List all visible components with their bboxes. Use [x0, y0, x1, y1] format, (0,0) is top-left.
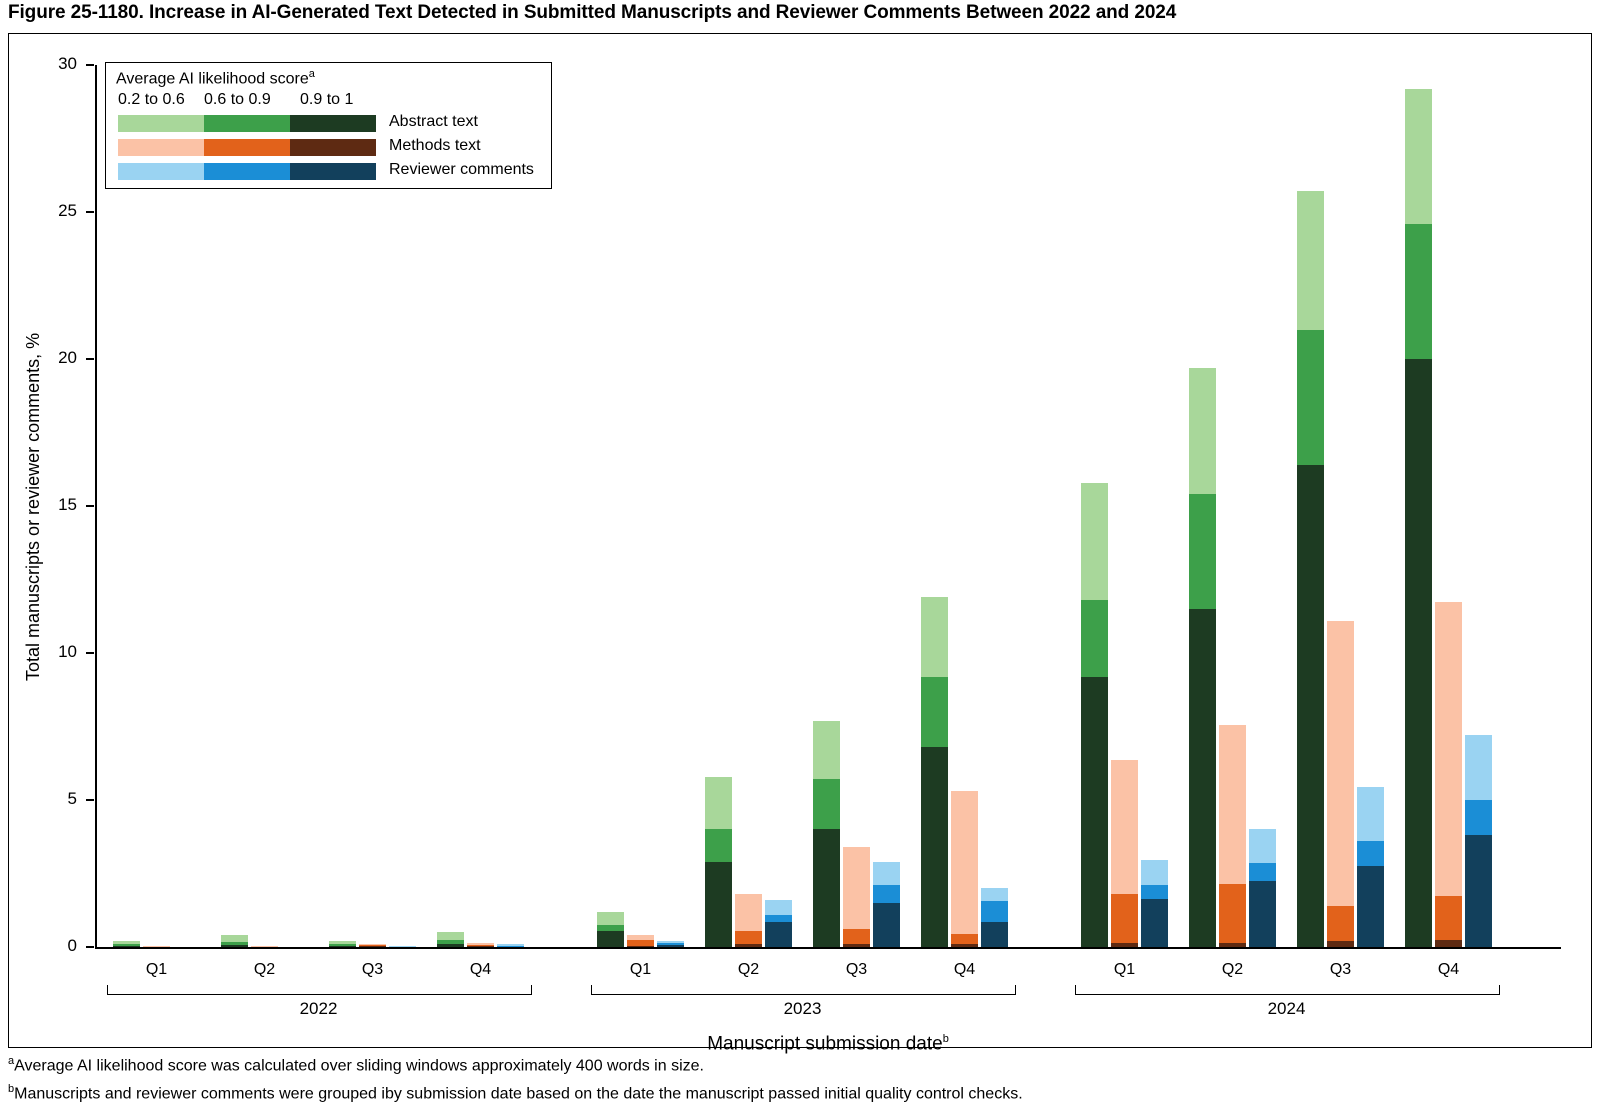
x-axis-label-wrap: Manuscript submission date$^b$ — [707, 1033, 949, 1055]
bar-abstract-text — [597, 912, 624, 947]
bar-methods-text — [467, 943, 494, 947]
bar-segment — [1465, 835, 1492, 947]
group-bracket — [1075, 985, 1500, 995]
legend-swatch — [290, 139, 376, 156]
bar-segment — [1141, 860, 1168, 885]
bar-segment — [467, 943, 494, 945]
bar-abstract-text — [329, 941, 356, 947]
bar-segment — [437, 932, 464, 939]
bar-abstract-text — [813, 721, 840, 947]
legend-title: Average AI likelihood score$^a$ — [116, 68, 315, 88]
bar-segment — [113, 946, 140, 947]
bar-segment — [657, 941, 684, 943]
bar-segment — [705, 829, 732, 861]
bar-segment — [1327, 941, 1354, 947]
y-tick-mark — [86, 64, 94, 66]
bar-segment — [1435, 602, 1462, 896]
bar-segment — [1357, 866, 1384, 947]
bar-segment — [359, 946, 386, 947]
y-tick-label: 0 — [67, 936, 77, 955]
bar-methods-text — [251, 946, 278, 947]
bar-segment — [1297, 191, 1324, 329]
group-label: 2022 — [299, 999, 338, 1018]
legend-scale-label: 0.6 to 0.9 — [204, 91, 271, 108]
bar-segment — [1081, 483, 1108, 601]
bar-segment — [1327, 621, 1354, 906]
bar-abstract-text — [437, 932, 464, 947]
bar-methods-text — [735, 894, 762, 947]
bar-methods-text — [143, 946, 170, 947]
x-tick-label: Q4 — [469, 961, 492, 978]
y-axis — [95, 65, 97, 947]
bar-segment — [1297, 330, 1324, 465]
bar-reviewer-comments — [1357, 787, 1384, 947]
bar-segment — [1249, 881, 1276, 947]
bar-segment — [1111, 894, 1138, 943]
legend-swatch — [204, 163, 290, 180]
bar-segment — [467, 946, 494, 947]
bar-segment — [221, 942, 248, 945]
bar-abstract-text — [921, 597, 948, 947]
y-tick-mark — [86, 505, 94, 507]
legend-row — [106, 163, 551, 180]
legend-swatch — [118, 115, 204, 132]
y-axis-label: Total manuscripts or reviewer comments, % — [23, 332, 43, 681]
footnote-a: $^a$Average AI likelihood score was calculated over sliding windows approximately 400 words in size. — [8, 1055, 704, 1075]
legend-label: Reviewer comments — [389, 161, 534, 178]
bar-segment — [843, 847, 870, 929]
bar-segment — [843, 929, 870, 944]
bar-segment — [1081, 677, 1108, 947]
x-tick-label: Q4 — [1437, 961, 1460, 978]
bar-segment — [1405, 359, 1432, 947]
bar-segment — [1405, 89, 1432, 224]
bar-segment — [873, 885, 900, 903]
bar-segment — [873, 862, 900, 886]
x-tick-label: Q1 — [1113, 961, 1136, 978]
bar-segment — [1189, 368, 1216, 494]
x-tick-label: Q1 — [145, 961, 168, 978]
legend-swatch — [118, 163, 204, 180]
bar-reviewer-comments — [1249, 829, 1276, 947]
bar-methods-text — [1435, 602, 1462, 947]
bar-abstract-text — [705, 776, 732, 947]
x-tick-label: Q3 — [1329, 961, 1352, 978]
bar-segment — [497, 946, 524, 947]
legend-scale-label: 0.9 to 1 — [300, 91, 354, 108]
group-bracket — [591, 985, 1016, 995]
bar-segment — [1189, 494, 1216, 609]
bar-segment — [921, 747, 948, 947]
bar-segment — [981, 922, 1008, 947]
bar-segment — [705, 862, 732, 947]
bar-segment — [1405, 224, 1432, 359]
bar-segment — [221, 935, 248, 941]
bar-segment — [627, 940, 654, 946]
y-tick-label: 30 — [58, 54, 77, 73]
bar-reviewer-comments — [873, 862, 900, 947]
bar-segment — [1249, 863, 1276, 881]
bar-segment — [1219, 884, 1246, 943]
bar-segment — [497, 944, 524, 945]
legend-scale-label: 0.2 to 0.6 — [118, 91, 185, 108]
bar-segment — [359, 944, 386, 945]
bar-segment — [921, 597, 948, 676]
legend-label: Abstract text — [389, 113, 478, 130]
bar-reviewer-comments — [1465, 735, 1492, 947]
bar-segment — [143, 946, 170, 947]
y-tick-mark — [86, 358, 94, 360]
bar-segment — [705, 777, 732, 830]
bar-segment — [1465, 800, 1492, 835]
y-tick-mark — [86, 946, 94, 948]
chart-plot-area — [23, 54, 1561, 1055]
bar-segment — [1111, 760, 1138, 894]
bar-reviewer-comments — [765, 900, 792, 947]
bar-segment — [765, 900, 792, 915]
y-tick-label: 5 — [67, 789, 77, 808]
bar-segment — [143, 946, 170, 947]
bar-segment — [1141, 899, 1168, 948]
bar-segment — [437, 940, 464, 944]
footnote-b: $^b$Manuscripts and reviewer comments were grouped iby submission date based on the date the manuscript passed initial quality control checks. — [8, 1083, 1023, 1103]
x-tick-label: Q3 — [845, 961, 868, 978]
bar-segment — [765, 922, 792, 947]
bar-segment — [657, 943, 684, 944]
y-tick-mark — [86, 211, 94, 213]
bar-segment — [921, 677, 948, 748]
bar-segment — [1435, 940, 1462, 947]
bar-reviewer-comments — [1141, 860, 1168, 947]
x-tick-label: Q2 — [253, 961, 276, 978]
x-tick-label: Q2 — [1221, 961, 1244, 978]
bar-segment — [597, 925, 624, 931]
bar-segment — [1081, 600, 1108, 676]
bar-abstract-text — [221, 935, 248, 947]
bar-segment — [1357, 787, 1384, 841]
bar-segment — [657, 945, 684, 947]
bar-segment — [1357, 841, 1384, 866]
bar-abstract-text — [113, 941, 140, 947]
bar-methods-text — [1111, 760, 1138, 947]
page-title: Figure 25-1180. Increase in AI-Generated Text Detected in Submitted Manuscripts and Reviewer Comments Between 2022 and 2024 — [8, 2, 1177, 23]
y-tick-label: 10 — [58, 642, 77, 661]
y-tick-label: 20 — [58, 348, 77, 367]
bar-segment — [359, 945, 386, 946]
bar-segment — [735, 931, 762, 944]
bar-segment — [597, 931, 624, 947]
bar-segment — [1111, 943, 1138, 947]
bar-segment — [597, 912, 624, 925]
bar-segment — [1297, 465, 1324, 947]
bar-reviewer-comments — [657, 941, 684, 947]
bar-abstract-text — [1081, 482, 1108, 947]
bar-segment — [1189, 609, 1216, 947]
bar-segment — [951, 934, 978, 944]
legend-swatch — [290, 163, 376, 180]
bar-segment — [113, 941, 140, 944]
bar-segment — [1327, 906, 1354, 941]
bar-methods-text — [359, 944, 386, 947]
bar-segment — [1435, 896, 1462, 940]
bar-segment — [1219, 725, 1246, 884]
bar-segment — [627, 946, 654, 947]
bar-segment — [813, 721, 840, 780]
bar-methods-text — [843, 847, 870, 947]
bar-methods-text — [1219, 725, 1246, 947]
bar-segment — [329, 946, 356, 947]
y-tick-mark — [86, 799, 94, 801]
y-tick-label: 25 — [58, 201, 77, 220]
chart-legend — [105, 62, 552, 189]
bar-segment — [389, 946, 416, 947]
bar-reviewer-comments — [981, 888, 1008, 947]
bar-reviewer-comments — [497, 944, 524, 947]
bar-segment — [813, 779, 840, 829]
bar-segment — [467, 945, 494, 947]
group-label: 2024 — [1267, 999, 1306, 1018]
bar-reviewer-comments — [389, 946, 416, 947]
bar-segment — [765, 915, 792, 922]
bar-segment — [843, 944, 870, 947]
y-tick-mark — [86, 652, 94, 654]
x-axis — [95, 947, 1561, 949]
bar-methods-text — [1327, 621, 1354, 947]
legend-swatch — [204, 139, 290, 156]
bar-segment — [735, 944, 762, 947]
group-bracket — [107, 985, 532, 995]
bar-abstract-text — [1297, 191, 1324, 947]
x-tick-label: Q4 — [953, 961, 976, 978]
bar-segment — [1249, 829, 1276, 863]
bar-abstract-text — [1189, 368, 1216, 947]
x-axis-label: Manuscript submission date — [707, 1033, 943, 1055]
legend-swatch — [204, 115, 290, 132]
bar-segment — [221, 945, 248, 947]
bar-methods-text — [627, 935, 654, 947]
legend-row — [106, 139, 551, 156]
bar-segment — [981, 888, 1008, 901]
group-label: 2023 — [783, 999, 822, 1018]
x-tick-label: Q3 — [361, 961, 384, 978]
bar-segment — [497, 946, 524, 947]
bar-segment — [437, 944, 464, 947]
x-tick-label: Q1 — [629, 961, 652, 978]
bar-segment — [1141, 885, 1168, 898]
bar-segment — [951, 791, 978, 934]
bar-methods-text — [951, 791, 978, 947]
legend-row — [106, 115, 551, 132]
bar-segment — [951, 944, 978, 947]
bar-segment — [251, 946, 278, 947]
legend-swatch — [290, 115, 376, 132]
legend-swatch — [118, 139, 204, 156]
bar-abstract-text — [1405, 89, 1432, 947]
bar-segment — [627, 935, 654, 939]
y-tick-label: 15 — [58, 495, 77, 514]
bar-segment — [329, 941, 356, 944]
bar-segment — [329, 944, 356, 945]
bar-segment — [1219, 943, 1246, 947]
bar-segment — [981, 901, 1008, 922]
x-tick-label: Q2 — [737, 961, 760, 978]
bar-segment — [813, 829, 840, 947]
bar-segment — [113, 944, 140, 945]
bar-segment — [1465, 735, 1492, 800]
bar-segment — [735, 894, 762, 931]
bar-segment — [873, 903, 900, 947]
bar-segment — [389, 946, 416, 947]
legend-label: Methods text — [389, 137, 481, 154]
